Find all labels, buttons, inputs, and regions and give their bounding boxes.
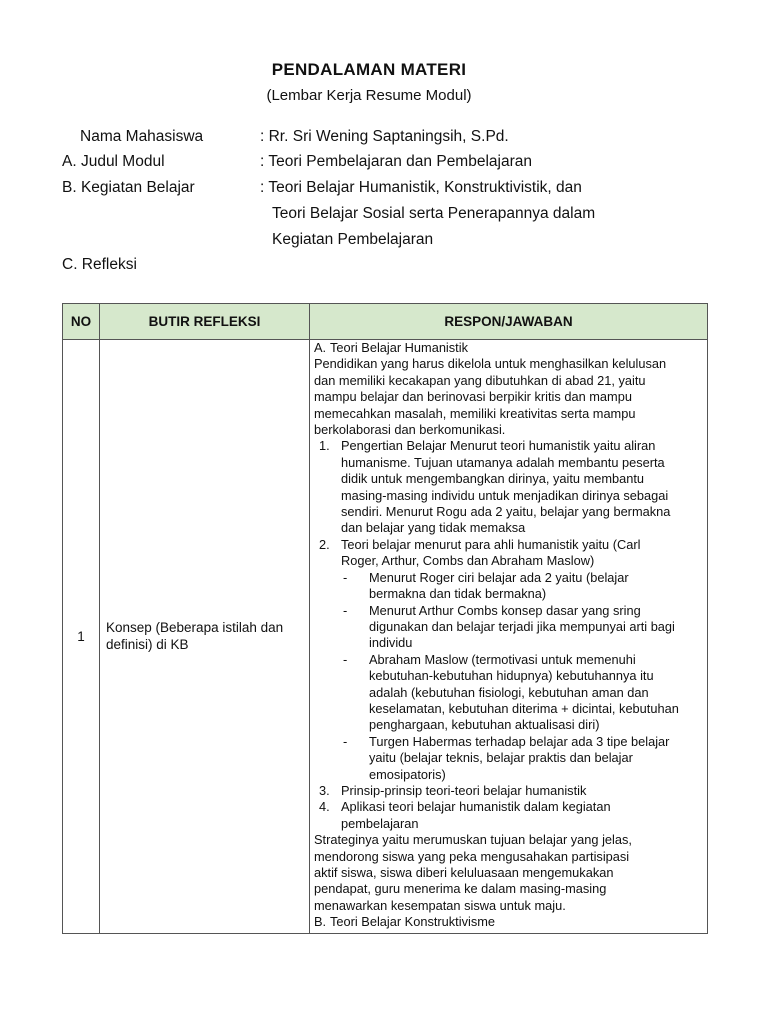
section-b-marker: B. — [314, 914, 327, 930]
text-line: Abraham Maslow (termotivasi untuk memenuhi — [369, 651, 636, 667]
text-line: Prinsip-prinsip teori-teori belajar humanistik — [341, 782, 587, 798]
text-line: masing-masing individu untuk menjadikan dirinya sebagai — [341, 487, 669, 503]
item-2-marker: 2. — [319, 536, 330, 552]
text-line: berkolaborasi dan berkomunikasi. — [314, 422, 506, 438]
item-4-marker: 4. — [319, 799, 330, 815]
judul-value: : Teori Pembelajaran dan Pembelajaran — [260, 153, 532, 170]
section-b-title: Teori Belajar Konstruktivisme — [330, 914, 495, 930]
text-line: yaitu (belajar teknis, belajar praktis dan belajar — [369, 750, 633, 766]
item-3-marker: 3. — [319, 782, 330, 798]
header-no: NO — [63, 304, 100, 340]
text-line: menawarkan kesempatan siswa untuk maju. — [314, 897, 566, 913]
sub-item-combs — [314, 603, 703, 652]
butir-text: Konsep (Beberapa istilah dan definisi) di KB — [100, 340, 310, 934]
dash-marker: - — [343, 602, 348, 618]
text-line: Pengertian Belajar Menurut teori humanistik yaitu aliran — [341, 438, 656, 454]
text-line: memecahkan masalah, memiliki kreativitas serta mampu — [314, 405, 636, 421]
dash-marker: - — [343, 733, 348, 749]
respon-cell — [310, 340, 708, 934]
nama-value: : Rr. Sri Wening Saptaningsih, S.Pd. — [260, 128, 509, 145]
table-row — [63, 340, 708, 934]
refleksi-label: C. Refleksi — [62, 256, 137, 273]
text-line: aktif siswa, siswa diberi keluluasaan mengemukakan — [314, 865, 614, 880]
text-line: sendiri. Menurut Rogu ada 2 yaitu, belajar yang bermakna — [341, 504, 671, 520]
text-line: emosipatoris) — [369, 766, 446, 782]
text-line: dan belajar yang tidak memaksa — [341, 520, 526, 536]
text-line: Turgen Habermas terhadap belajar ada 3 tipe belajar — [369, 733, 670, 749]
text-line: bermakna dan tidak bermakna) — [369, 586, 547, 602]
table-header-row — [63, 304, 708, 340]
sub-item-habermas — [314, 734, 703, 783]
sub-item-roger — [314, 570, 703, 603]
text-line: Strateginya yaitu merumuskan tujuan belajar yang jelas, — [314, 832, 632, 848]
header-respon: RESPON/JAWABAN — [310, 304, 708, 340]
text-line: pembelajaran — [341, 815, 419, 831]
reflection-table — [62, 303, 708, 934]
text-line: dan memiliki kecakapan yang dibutuhkan di abad 21, yaitu — [314, 372, 646, 388]
text-line: Menurut Roger ciri belajar ada 2 yaitu (belajar — [369, 569, 629, 585]
text-line: penghargaan, kebutuhan aktualisasi diri) — [369, 717, 600, 733]
section-b-heading — [314, 914, 703, 930]
intro-paragraph — [314, 356, 703, 438]
text-line: Aplikasi teori belajar humanistik dalam kegiatan — [341, 799, 611, 815]
text-line: individu — [369, 635, 413, 651]
item-1-marker: 1. — [319, 438, 330, 454]
page-title: PENDALAMAN MATERI — [271, 60, 467, 79]
kegiatan-value-line1: : Teori Belajar Humanistik, Konstruktivistik, dan — [260, 179, 582, 196]
sub-item-maslow — [314, 652, 703, 734]
section-a-title: Teori Belajar Humanistik — [330, 340, 468, 355]
kegiatan-value-line3: Kegiatan Pembelajaran — [272, 231, 434, 248]
judul-label: A. Judul Modul — [62, 153, 165, 170]
kegiatan-value-line2: Teori Belajar Sosial serta Penerapannya dalam — [272, 205, 596, 222]
text-line: didik untuk mengembangkan dirinya, yaitu membantu — [341, 471, 645, 487]
text-line: mampu belajar dan berinovasi berpikir kritis dan mampu — [314, 389, 632, 405]
section-a-marker: A. — [314, 340, 327, 355]
text-line: Roger, Arthur, Combs dan Abraham Maslow) — [341, 553, 595, 569]
nama-label: Nama Mahasiswa — [80, 128, 204, 145]
text-line: Teori belajar menurut para ahli humanistik yaitu (Carl — [341, 536, 641, 552]
list-item-3 — [314, 783, 703, 799]
text-line: digunakan dan belajar terjadi jika mempunyai arti bagi — [369, 618, 675, 634]
kegiatan-label: B. Kegiatan Belajar — [62, 179, 195, 196]
text-line: humanisme. Tujuan utamanya adalah membantu peserta — [341, 454, 665, 470]
text-line: mendorong siswa yang peka mengusahakan partisipasi — [314, 848, 630, 864]
list-item-1 — [314, 438, 703, 536]
list-item-4 — [314, 799, 703, 832]
dash-marker: - — [343, 651, 348, 667]
text-line: Menurut Arthur Combs konsep dasar yang sring — [369, 602, 641, 618]
section-a-heading — [314, 340, 703, 356]
list-item-2 — [314, 537, 703, 570]
row-number: 1 — [63, 340, 100, 934]
header-butir: BUTIR REFLEKSI — [100, 304, 310, 340]
item-4-detail — [314, 832, 703, 914]
text-line: Pendidikan yang harus dikelola untuk menghasilkan kelulusan — [314, 356, 667, 372]
text-line: kebutuhan-kebutuhan hidupnya) kebutuhannya itu — [369, 668, 654, 684]
text-line: adalah (kebutuhan fisiologi, kebutuhan aman dan — [369, 684, 649, 700]
text-line: pendapat, guru menerima ke dalam masing-masing — [314, 881, 607, 897]
text-line: keselamatan, kebutuhan diterima + dicintai, kebutuhan — [369, 700, 679, 716]
dash-marker: - — [343, 569, 348, 585]
page-subtitle: (Lembar Kerja Resume Modul) — [266, 87, 472, 104]
